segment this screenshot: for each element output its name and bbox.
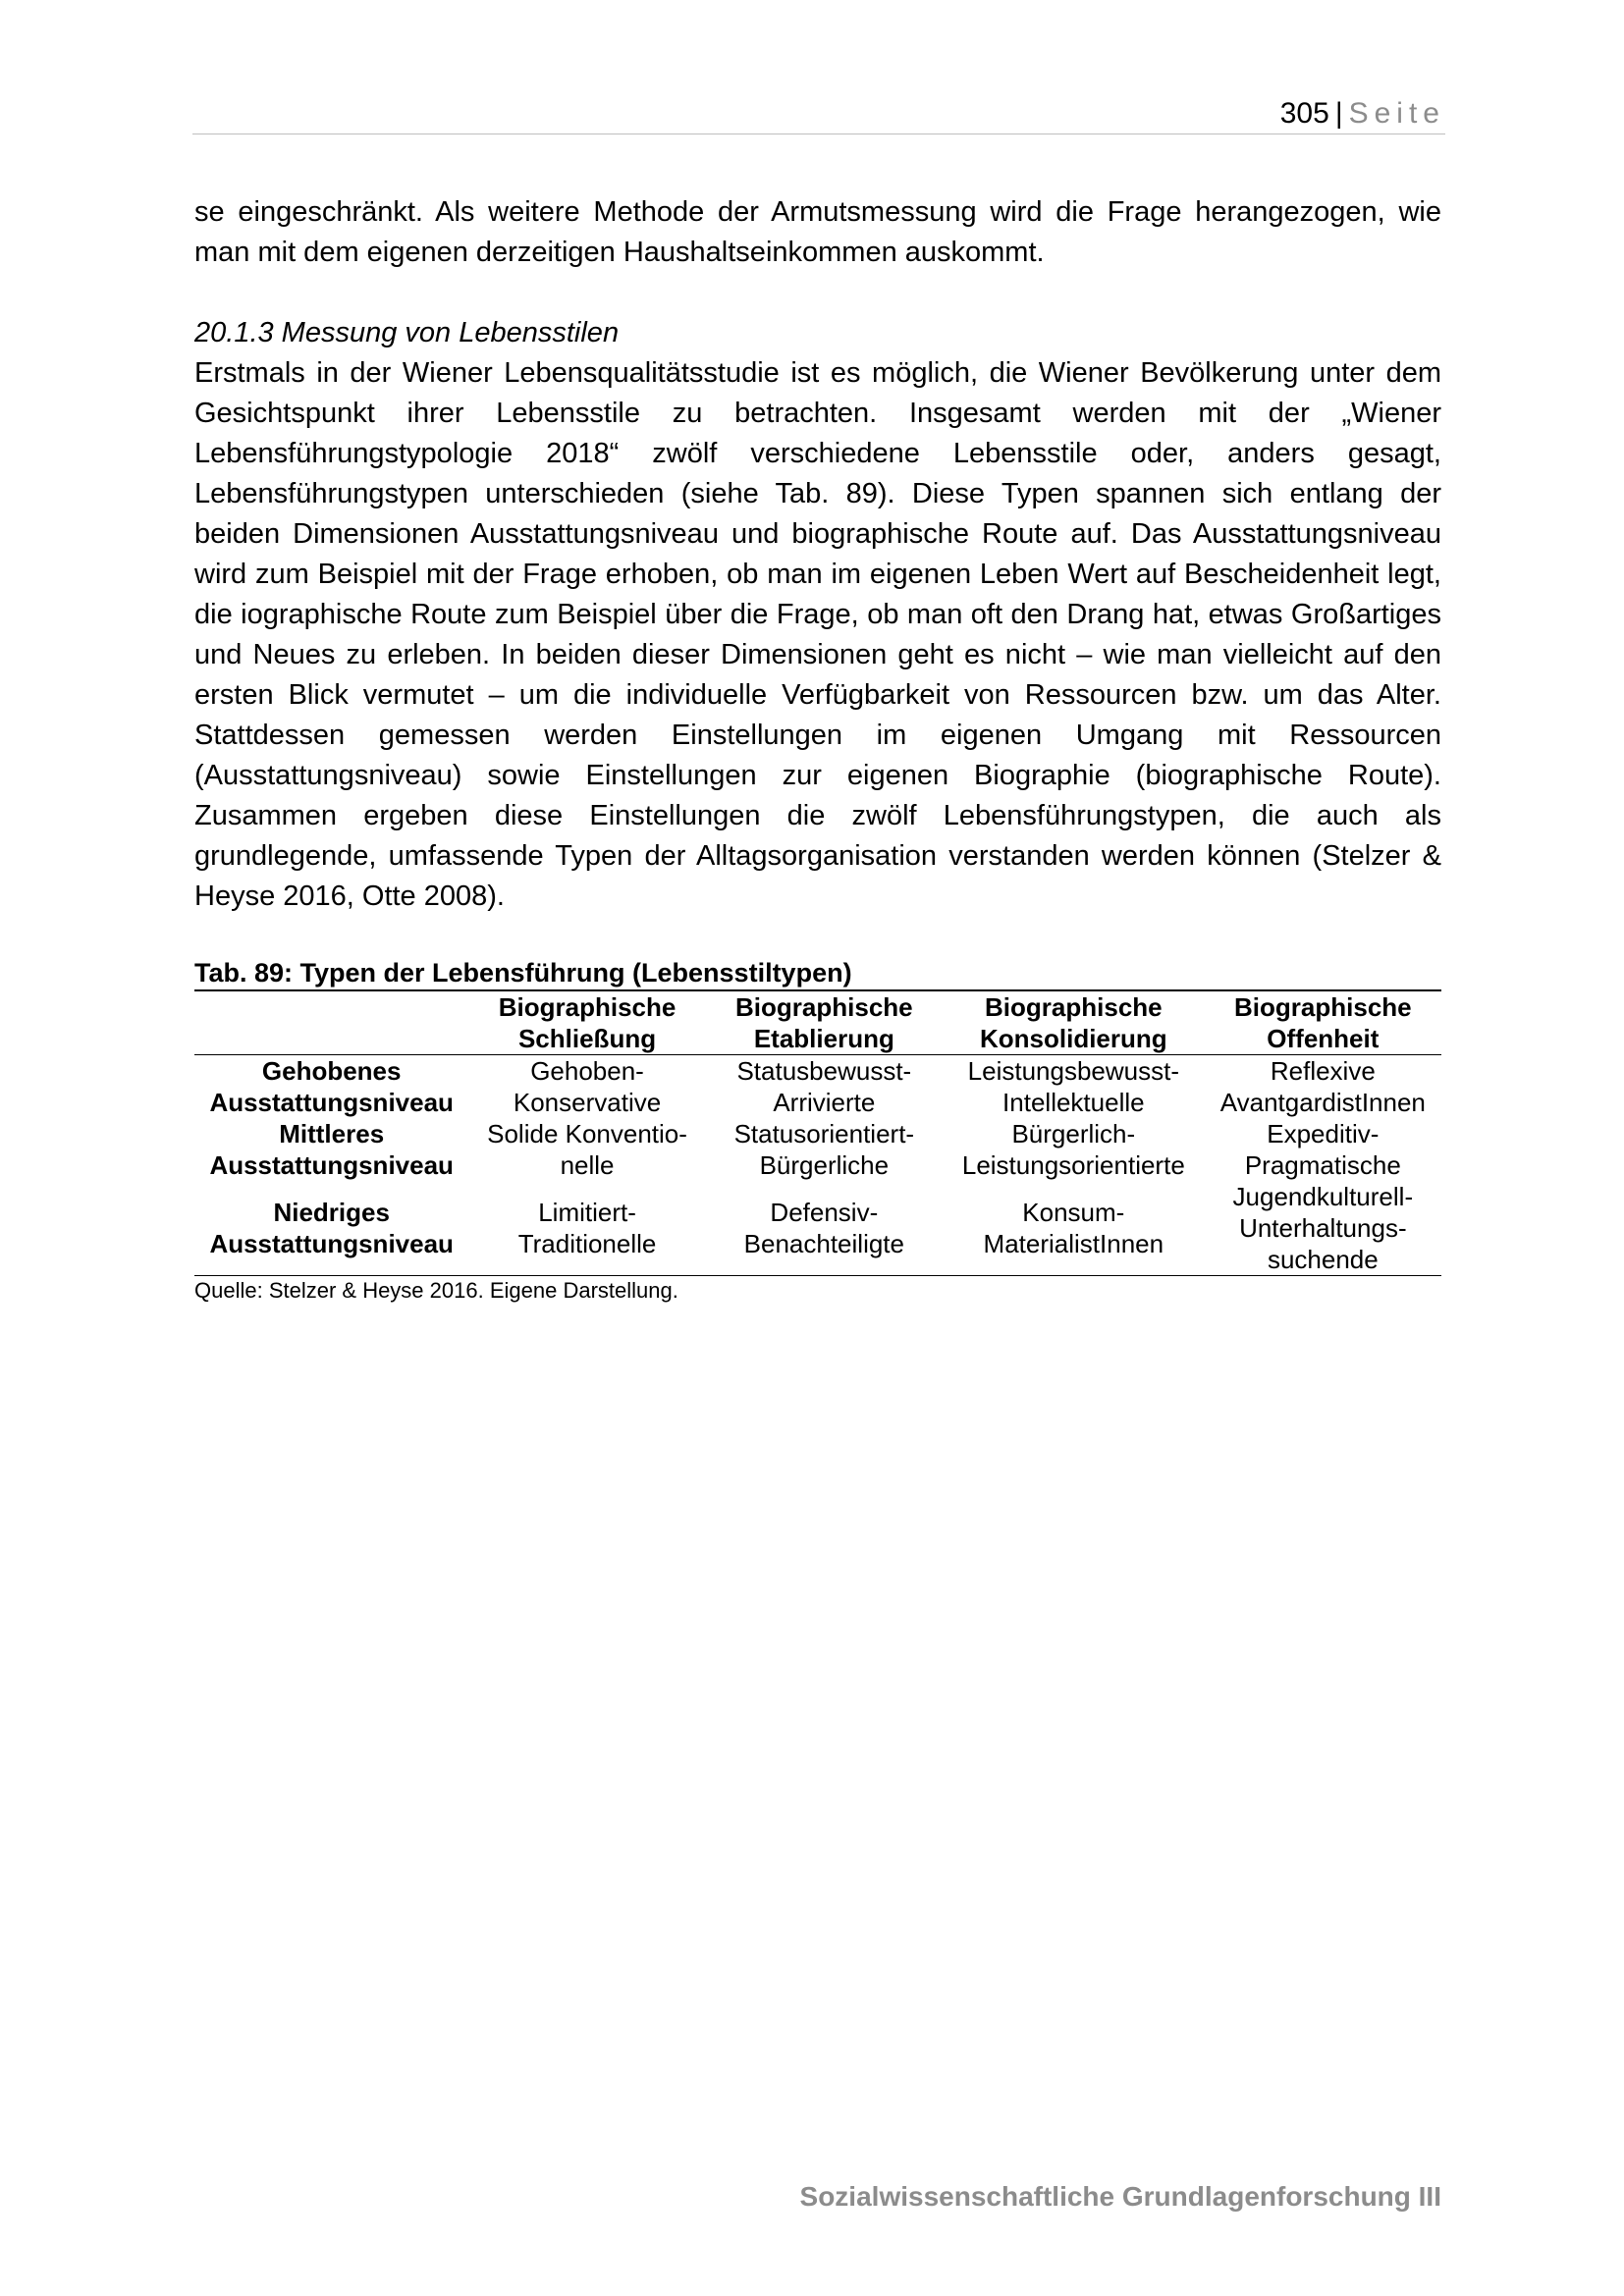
table-row	[194, 1181, 1441, 1276]
table-cell: Reflexive AvantgardistInnen	[1219, 1056, 1426, 1117]
table-cell: Leistungsbewusst- Intellektuelle	[967, 1056, 1179, 1117]
table-cell: Bürgerlich- Leistungsorientierte	[961, 1119, 1185, 1180]
table-cell: Konsum- MaterialistInnen	[983, 1198, 1164, 1258]
row-header: Niedriges Ausstattungsniveau	[209, 1198, 454, 1258]
table-row	[194, 1055, 1441, 1119]
column-header: Biographische Schließung	[498, 992, 677, 1053]
header-empty-cell	[194, 990, 468, 1055]
lifestyle-types-table	[194, 989, 1441, 1276]
table-cell: Statusorientiert- Bürgerliche	[733, 1119, 915, 1180]
table-cell: Solide Konventio- nelle	[487, 1119, 687, 1180]
column-header: Biographische Etablierung	[735, 992, 913, 1053]
page-label: Seite	[1348, 97, 1445, 130]
page-content	[194, 192, 1441, 1306]
table-cell: Expeditiv- Pragmatische	[1244, 1119, 1401, 1180]
table-cell: Statusbewusst- Arrivierte	[736, 1056, 912, 1117]
row-header: Gehobenes Ausstattungsniveau	[209, 1056, 454, 1117]
section-heading: 20.1.3 Messung von Lebensstilen	[194, 317, 620, 348]
row-header: Mittleres Ausstattungsniveau	[209, 1119, 454, 1180]
table-cell: Gehoben- Konservative	[513, 1056, 662, 1117]
page-header	[192, 94, 1445, 134]
table-row	[194, 1118, 1441, 1181]
page-number: 305	[1279, 97, 1329, 130]
column-header: Biographische Offenheit	[1234, 992, 1412, 1053]
table-cell: Defensiv- Benachteiligte	[743, 1198, 904, 1258]
column-header: Biographische Konsolidierung	[979, 992, 1167, 1053]
paragraph-continuation: se eingeschränkt. Als weitere Methode der Armutsmessung wird die Frage herangezogen, wie man mit dem eigenen derzeitigen Haushaltseinkommen auskommt.	[194, 196, 1441, 268]
table-source-note: Quelle: Stelzer & Heyse 2016. Eigene Darstellung.	[194, 1278, 678, 1303]
table-cell: Jugendkulturell- Unterhaltungs- suchende	[1232, 1182, 1414, 1274]
paragraph-lifestyle: Erstmals in der Wiener Lebensqualitätsstudie ist es möglich, die Wiener Bevölkerung unter dem Gesichtspunkt ihrer Lebensstile zu betrachten. Insgesamt werden mit der „Wiener Lebensführungstypologie 2018“ zwölf verschiedene Lebensstile oder, anders gesagt, Lebensführungstypen unterschieden (siehe Tab. 89). Diese Typen spannen sich entlang der beiden Dimensionen Ausstattungsniveau und biographische Route auf. Das Ausstattungsniveau wird zum Beispiel mit der Frage erhoben, ob man im eigenen Leben Wert auf Bescheidenheit legt, die iographische Route zum Beispiel über die Frage, ob man oft den Drang hat, etwas Großartiges und Neues zu erleben. In beiden dieser Dimensionen geht es nicht – wie man vielleicht auf den ersten Blick vermutet – um die individuelle Verfügbarkeit von Ressourcen bzw. um das Alter. Stattdessen gemessen werden Einstellungen im eigenen Umgang mit Ressourcen (Ausstattungsniveau) sowie Einstellungen zur eigenen Biographie (biographische Route). Zusammen ergeben diese Einstellungen die zwölf Lebensführungstypen, die auch als grundlegende, umfassende Typen der Alltagsorganisation verstanden werden können (Stelzer & Heyse 2016, Otte 2008).	[194, 357, 1441, 912]
table-cell: Limitiert- Traditionelle	[517, 1198, 657, 1258]
table-caption: Tab. 89: Typen der Lebensführung (Lebensstiltypen)	[194, 958, 852, 988]
table-header-row	[194, 990, 1441, 1055]
header-separator: |	[1334, 97, 1343, 130]
page-footer: Sozialwissenschaftliche Grundlagenforschung III	[799, 2181, 1441, 2212]
